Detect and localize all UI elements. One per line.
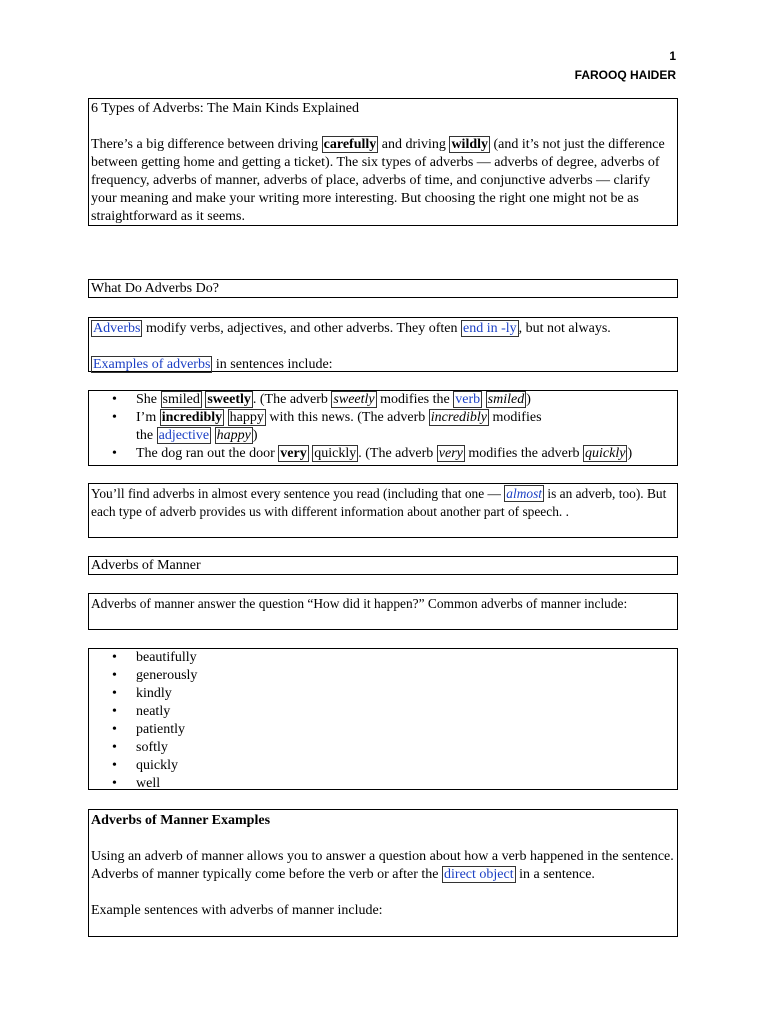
manner-examples-heading: Adverbs of Manner Examples (91, 813, 271, 828)
list-item-continuation (91, 427, 675, 445)
sentence-text: ) (526, 392, 531, 407)
list-item (91, 391, 675, 409)
sentence-text: modifies the adverb (464, 446, 584, 461)
intro-paragraph (91, 136, 675, 226)
sentence-text: ) (252, 428, 258, 443)
word-smiled-italic: smiled (487, 392, 525, 407)
word-quickly: quickly (314, 446, 357, 461)
list-item (91, 775, 675, 793)
intro-text-2: and driving (378, 137, 450, 152)
adverb-item: beautifully (136, 650, 197, 665)
manner-examples-text-2: in a sentence. (515, 867, 595, 882)
find-adverbs-paragraph (88, 483, 678, 538)
adverb-item: quickly (136, 758, 178, 773)
manner-intro (88, 593, 678, 630)
sentence-text: modifies (489, 410, 542, 425)
heading-text: Adverbs of Manner (91, 558, 201, 573)
bullet: • (112, 776, 117, 791)
manner-intro-text: Adverbs of manner answer the question “How did it happen?” Common adverbs of manner include: (91, 596, 628, 611)
sentence-text: with this news. (The adverb (265, 410, 429, 425)
word-smiled: smiled (162, 392, 200, 407)
example-sentences-list (88, 390, 678, 466)
section-heading-what (88, 279, 678, 298)
adverbs-definition (88, 317, 678, 372)
author-name: FAROOQ HAIDER (574, 68, 676, 82)
manner-examples-text-1: Using an adverb of manner allows you to answer a question about how a verb happened in the sentence. Adverbs of manner typically come before the verb or after the (91, 849, 674, 882)
adverb-item: generously (136, 668, 198, 683)
intro-text-1: There’s a big difference between driving (91, 137, 322, 152)
link-adjective[interactable]: adjective (158, 428, 210, 443)
list-item (91, 721, 675, 739)
definition-text-1: modify verbs, adjectives, and other adverbs. They often (142, 321, 461, 336)
adverb-item: softly (136, 740, 168, 755)
word-incredibly: incredibly (161, 410, 223, 425)
sentence-text: ) (627, 446, 633, 461)
find-text-1: You’ll find adverbs in almost every sentence you read (including that one — (91, 486, 505, 501)
sentence-text: modifies the (376, 392, 454, 407)
bullet: • (112, 668, 117, 683)
word-very-italic: very (438, 446, 463, 461)
heading-text: What Do Adverbs Do? (91, 281, 219, 296)
bullet: • (112, 410, 117, 425)
link-examples-of-adverbs[interactable]: Examples of adverbs (93, 357, 211, 372)
bullet: • (112, 446, 117, 461)
sentence-text: the (136, 428, 157, 443)
bullet: • (112, 650, 117, 665)
definition-text-3: in sentences include: (212, 357, 333, 372)
bullet: • (112, 722, 117, 737)
link-verb[interactable]: verb (455, 392, 481, 407)
manner-examples-section (88, 809, 678, 937)
word-carefully: carefully (323, 137, 377, 152)
intro-section (88, 98, 678, 226)
word-happy: happy (229, 410, 264, 425)
bullet: • (112, 704, 117, 719)
manner-examples-lead: Example sentences with adverbs of manner include: (91, 903, 383, 918)
list-item (91, 703, 675, 721)
adverb-item: patiently (136, 722, 185, 737)
sentence-text: I’m (136, 410, 160, 425)
word-happy-italic: happy (216, 428, 251, 443)
word-wildly: wildly (451, 137, 489, 152)
word-incredibly-italic: incredibly (430, 410, 488, 425)
manner-examples-paragraph (91, 848, 675, 884)
bullet: • (112, 392, 117, 407)
list-item (91, 409, 675, 427)
link-adverbs[interactable]: Adverbs (93, 321, 141, 336)
bullet: • (112, 686, 117, 701)
word-sweetly-italic: sweetly (333, 392, 375, 407)
list-item (91, 445, 675, 463)
sentence-text: . (The adverb (358, 446, 437, 461)
sentence-text: The dog ran out the door (136, 446, 279, 461)
adverb-item: kindly (136, 686, 172, 701)
section-heading-manner (88, 556, 678, 575)
link-direct-object[interactable]: direct object (444, 867, 514, 882)
bullet: • (112, 758, 117, 773)
definition-text-2: , but not always. (518, 321, 611, 336)
manner-adverbs-list (88, 648, 678, 790)
word-very: very (280, 446, 307, 461)
article-title: 6 Types of Adverbs: The Main Kinds Explained (91, 101, 359, 116)
sentence-text: . (The adverb (252, 392, 332, 407)
adverb-item: neatly (136, 704, 171, 719)
page-header (575, 48, 676, 83)
link-end-in-ly[interactable]: end in -ly (462, 321, 517, 336)
list-item (91, 685, 675, 703)
word-sweetly: sweetly (207, 392, 251, 407)
word-almost: almost (506, 486, 542, 501)
bullet: • (112, 740, 117, 755)
list-item (91, 757, 675, 775)
intro-text-3: (and it’s not just the difference between getting home and getting a ticket). The six types of adverbs — adverbs of degree, adverbs of frequency, adverbs of manner, adverbs of place, adverbs of time, and conjunctive adverbs — clarify your meaning and make your writing more interesting. But choosing the right one might not be as straightforward as it seems. (91, 137, 665, 224)
sentence-text: She (136, 392, 161, 407)
list-item (91, 667, 675, 685)
find-text-2: is an adverb, too). But each type of adverb provides us with different information about another part of speech. . (91, 486, 667, 519)
word-quickly-italic: quickly (585, 446, 626, 461)
list-item (91, 649, 675, 667)
list-item (91, 739, 675, 757)
adverb-item: well (136, 776, 161, 791)
page-number: 1 (669, 49, 676, 63)
